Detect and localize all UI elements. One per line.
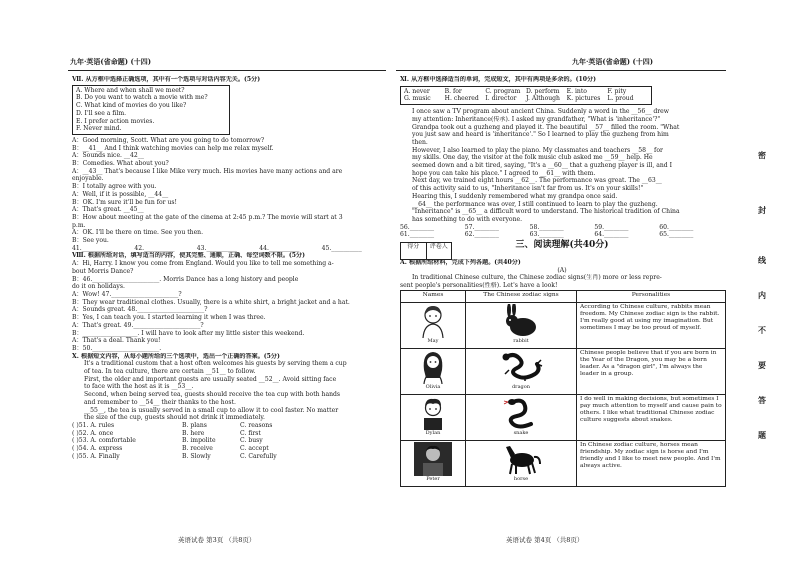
score-label: 得分 [401,243,427,259]
zodiac-sign-label: snake [513,429,529,436]
dialogue-line: do it on holidays. [72,283,125,291]
sign-cell [466,348,577,394]
box-option: F. Never mind. [76,125,122,133]
dialogue-line: A：Well, if it is possible, __44__ [72,190,169,198]
table-header-row [401,290,726,302]
dialogue-line: A：Sounds great. 48.______________________? [72,306,208,314]
answer-blank[interactable]: 58.________ [529,223,564,231]
passage-line: to face with the host as it is __53__. [84,383,194,391]
passage-line: of tea. In tea culture, there are certain __51__ to follow. [84,368,256,376]
word-option: C. program [485,87,521,95]
section-viii-title: Ⅷ. 根据所给对话，填写适当的内容，使其完整、通顺，正确、每空词数不限。(5分) [72,252,306,260]
word-option: J. Although [526,95,560,103]
word-option: I. director [485,95,517,103]
sign-cell [466,440,577,486]
table-row [401,348,726,394]
option-c[interactable]: C. busy [240,437,263,445]
passage-line: hope you can take his place." I agreed to __61__ with them. [412,169,596,177]
sign-cell [466,394,577,440]
left-content [72,76,384,460]
column-header: The Chinese zodiac signs [466,290,577,302]
option-row[interactable] [72,430,384,438]
dialogue-line: p.m. [72,221,86,229]
personality-cell: I do well in making decisions, but sometimes I pay much attention to myself and cause pain to others. I like what traditional Chinese zodiac culture suggests about snakes. [577,394,726,440]
personality-cell: Chinese people believe that if you are born in the Year of the Dragon, you may be a born leader. As a "dragon girl", I'm always the leader in a group. [577,348,726,394]
passage-line: __64__ the performance was over, I still continued to learn to play the guzheng. [412,200,658,208]
dialogue-line: enjoyable. [72,175,104,183]
page-header: 九年·英语(省命题) (十四) [70,57,152,66]
seal-char: 要 [758,360,766,370]
person-name: Dylan [425,429,441,436]
option-a[interactable]: ( )51. A. rules [72,421,115,429]
reading-a-intro: In traditional Chinese culture, the Chinese zodiac signs(生肖) more or less repre- [412,274,662,282]
passage-line: Hearing this, I suddenly remembered what my grandpa once said. [412,192,618,200]
answer-blank[interactable]: 61.________ [400,231,435,239]
answer-blank[interactable]: 60.________ [659,223,694,231]
seal-char: 答 [758,395,766,405]
answer-blank[interactable]: 43.__________ [196,244,237,252]
answer-blank[interactable]: 65.________ [659,231,694,239]
dialogue-line: bout Morris Dance? [72,267,134,275]
section-xi-passage [400,108,724,224]
dialogue-line: A：OK. I'll be there on time. See you then. [72,229,204,237]
box-option: A. Where and when shall we meet? [76,86,185,94]
person-name: Peter [426,475,440,482]
dialogue-line: B：50.______________________. [72,344,162,352]
answer-blank[interactable]: 59.________ [594,223,629,231]
girl-portrait-icon [420,350,446,384]
name-cell [401,302,466,348]
passage-line: I once saw a TV program about ancient China. Suddenly a word in the __56__ drew [412,108,669,116]
section-x-passage [72,360,384,422]
seal-char: 密 [758,150,766,160]
section-viii-dialogue [72,260,384,352]
passage-line: has something to do with everyone. [412,215,523,223]
passage-line: then. [412,138,428,146]
word-option: L. proud [607,95,634,103]
snake-icon [501,396,541,430]
seal-char: 题 [758,430,766,440]
passage-line: the size of the cup, guests should not drink it immediately. [84,414,265,422]
option-row[interactable] [72,437,384,445]
dialogue-line: A：Wow! 47.______________________? [72,290,182,298]
table-row [401,302,726,348]
dialogue-line: A：__43__ That's because I like Mike very much. His movies have many actions and are [72,167,343,175]
table-row [401,440,726,486]
grader-label: 评卷人 [429,243,448,251]
header-rule [68,70,386,71]
reading-a-intro: sent people's personalities(性格). Let's have a look! [400,282,558,290]
answer-blank[interactable]: 64.________ [594,231,629,239]
box-option: B. Do you want to watch a movie with me? [76,94,208,102]
option-row[interactable] [72,422,384,430]
section-vii-title: Ⅶ. 从方框中选择正确选项，其中有一个选项与对话内容无关。(5分) [72,76,261,83]
passage-line: __55__, the tea is usually served in a small cup to allow it to cool faster. No matter [84,406,339,414]
dialogue-line: B：Yes, I can teach you. I started learning it when I was three. [72,314,266,322]
passage-line: Grandpa took out a guzheng and played it. The beautiful __57__ filled the room. "What [412,123,680,131]
option-a[interactable]: ( )53. A. comfortable [72,437,136,445]
section-vii-dialogue [72,137,384,245]
page-footer: 英语试卷 第3页 （共8页） [178,536,256,544]
passage-line: "Inheritance" is __65__ a difficult word to understand. The historical tradition of China [412,208,680,216]
sign-cell [466,302,577,348]
dragon-icon [499,350,543,384]
option-row[interactable] [72,445,384,453]
page-footer: 英语试卷 第4页 （共8页） [506,536,584,544]
word-option: H. cheered [444,95,479,103]
section-x-title: Ⅹ. 根据短文内容，从每小题所给的三个选项中，选出一个正确的答案。(5分) [72,352,280,360]
answer-blank[interactable]: 57.________ [464,223,499,231]
option-b[interactable]: B. Slowly [182,452,211,460]
answer-blank[interactable]: 63.________ [529,231,564,239]
dialogue-line: B：__41__ And I think watching movies can help me relax myself. [72,144,274,152]
zodiac-table [400,290,726,487]
dialogue-line: B：46.______________________. Morris Dance has a long history and people [72,275,299,283]
zodiac-sign-label: dragon [511,383,530,390]
option-c[interactable]: C. first [240,429,261,437]
answer-blank[interactable]: 44.__________ [259,244,300,252]
left-page [68,0,386,561]
box-option: E. I prefer action movies. [76,117,155,125]
answer-blank[interactable]: 42.__________ [134,244,175,252]
passage-line: It's a traditional custom that a host often welcomes his guests by serving them a cup [84,360,347,368]
table-row [401,394,726,440]
dialogue-line: A：That's a deal. Thank you! [72,337,161,345]
option-c[interactable]: C. Carefully [240,452,277,460]
section-vii-answer-blanks [72,245,384,253]
dragon-illustration [469,350,573,393]
passage-line: and remember to __54__ their thanks to the host. [84,398,236,406]
boy-portrait-icon [420,396,446,430]
personality-cell: In Chinese zodiac culture, horses mean friendship. My zodiac sign is horse and I'm friendly and I like to meet new people. And I'm always active. [577,440,726,486]
passage-line: of this activity said to us, "Inheritance isn't far from us. It's on your skills!" [412,185,644,193]
answer-blank[interactable]: 56.________ [400,223,435,231]
word-option: A. never [404,87,430,95]
option-c[interactable]: C. accept [240,445,269,453]
dialogue-line: B：See you. [72,237,109,245]
rabbit-icon [501,304,541,338]
rabbit-illustration [469,304,573,347]
box-option: D. I'll see a film. [76,109,127,117]
portrait-dylan-illustration [404,396,462,439]
header-rule [396,70,726,71]
option-row[interactable] [72,453,384,461]
option-b[interactable]: B. impolite [182,437,216,445]
word-option: G. music [404,95,431,103]
dialogue-line: B：They wear traditional clothes. Usually, there is a white shirt, a bright jacket and a hat. [72,298,350,306]
dialogue-line: B：I totally agree with you. [72,183,157,191]
section-vii-option-box [72,85,230,135]
passage-line: Second, when being served tea, guests should receive the tea cup with both hands [84,391,341,399]
section-xi-answer-blanks [400,224,724,239]
answer-blank[interactable]: 41.__________ [72,244,113,252]
part-three-heading [400,242,724,259]
seal-char: 内 [758,290,766,300]
right-content [400,76,724,487]
portrait-may-illustration [404,304,462,347]
passage-line: you just saw and heard is 'inheritance'." So I learned to play the guzheng from him [412,131,669,139]
seal-char: 封 [758,205,766,215]
dialogue-line: B：Comedies. What about you? [72,160,169,168]
dialogue-line: A：That's great. 49.______________________? [72,321,204,329]
part-three-title: 三、阅读理解(共40分) [515,240,609,251]
passage-line: my skills. One day, the visitor at the folk music club asked me __59__ help. He [412,154,653,162]
word-option: E. into [566,87,587,95]
name-cell [401,394,466,440]
option-b[interactable]: B. receive [182,445,213,453]
personality-cell: According to Chinese culture, rabbits mean freedom. My Chinese zodiac sign is the rabbit. I'm really good at using my imagination. But sometimes I may be too proud of myself. [577,302,726,348]
passage-line: seemed down and a bit tired, saying, "It's a __60__ that a guzheng player is ill, and I [412,162,673,170]
dialogue-line: A：Sounds nice. __42__ [72,152,144,160]
word-option: F. pity [607,87,627,95]
option-b[interactable]: B. here [182,429,205,437]
option-a[interactable]: ( )52. A. once [72,429,114,437]
section-xi-word-box [400,86,652,105]
name-cell [401,440,466,486]
person-name: Olivia [425,383,441,390]
option-a[interactable]: ( )54. A. express [72,445,123,453]
passage-line: Next day, we trained eight hours __62__. The performance was great. The __63__ [412,177,662,185]
answer-blank[interactable]: 45.__________ [321,244,362,252]
right-page [396,0,726,561]
dialogue-line: B：How about meeting at the gate of the cinema at 2:45 p.m.? The movie will start at 3 [72,213,343,221]
option-a[interactable]: ( )55. A. Finally [72,452,120,460]
dialogue-line: B：__________________. I will have to look after my little sister this weekend. [72,329,305,337]
zodiac-sign-label: horse [513,475,529,482]
name-cell [401,348,466,394]
section-x-options [72,422,384,461]
option-c[interactable]: C. reasons [240,421,273,429]
zodiac-sign-label: rabbit [513,337,529,344]
section-xi-title: Ⅺ. 从方框中选择适当的单词，完成短文，其中有两项是多余的。(10分) [400,76,596,83]
horse-icon [500,442,542,476]
score-box [400,242,452,260]
word-option: B. for [444,87,462,95]
portrait-peter-illustration [404,442,462,485]
seal-char: 线 [758,255,766,265]
word-option: K. pictures [566,95,601,103]
dialogue-line: A：Hi, Harry. I know you come from England. Would you like to tell me something a- [72,260,334,268]
passage-line: my attention: Inheritance(传承). I asked my grandfather, "What is 'inheritance'?" [412,115,661,123]
box-option: C. What kind of movies do you like? [76,102,187,110]
column-header: Names [401,290,466,302]
boy-portrait-icon [414,442,452,476]
answer-blank[interactable]: 62.________ [464,231,499,239]
passage-line: However, I also learned to play the piano. My classmates and teachers __58__ for [412,146,663,154]
reading-a-title: A. 根据所给材料，完成下列各题。(共40分) [400,259,521,267]
person-name: May [427,337,439,344]
column-header: Personalities [577,290,726,302]
passage-line: First, the older and important guests are usually seated __52__. Avoid sitting face [84,375,337,383]
seal-char: 不 [758,325,766,335]
dialogue-line: A：Good morning, Scott. What are you going to do tomorrow? [72,136,265,144]
reading-a-label: (A) [557,266,567,274]
word-option: D. perform [526,87,560,95]
dialogue-line: B：OK. I'm sure it'll be fun for us! [72,198,177,206]
option-b[interactable]: B. plans [182,421,207,429]
page-header: 九年·英语(省命题) (十四) [572,57,654,66]
dialogue-line: A：That's great. __45__ [72,206,144,214]
snake-illustration [469,396,573,439]
portrait-olivia-illustration [404,350,462,393]
horse-illustration [469,442,573,485]
girl-portrait-icon [420,304,446,338]
